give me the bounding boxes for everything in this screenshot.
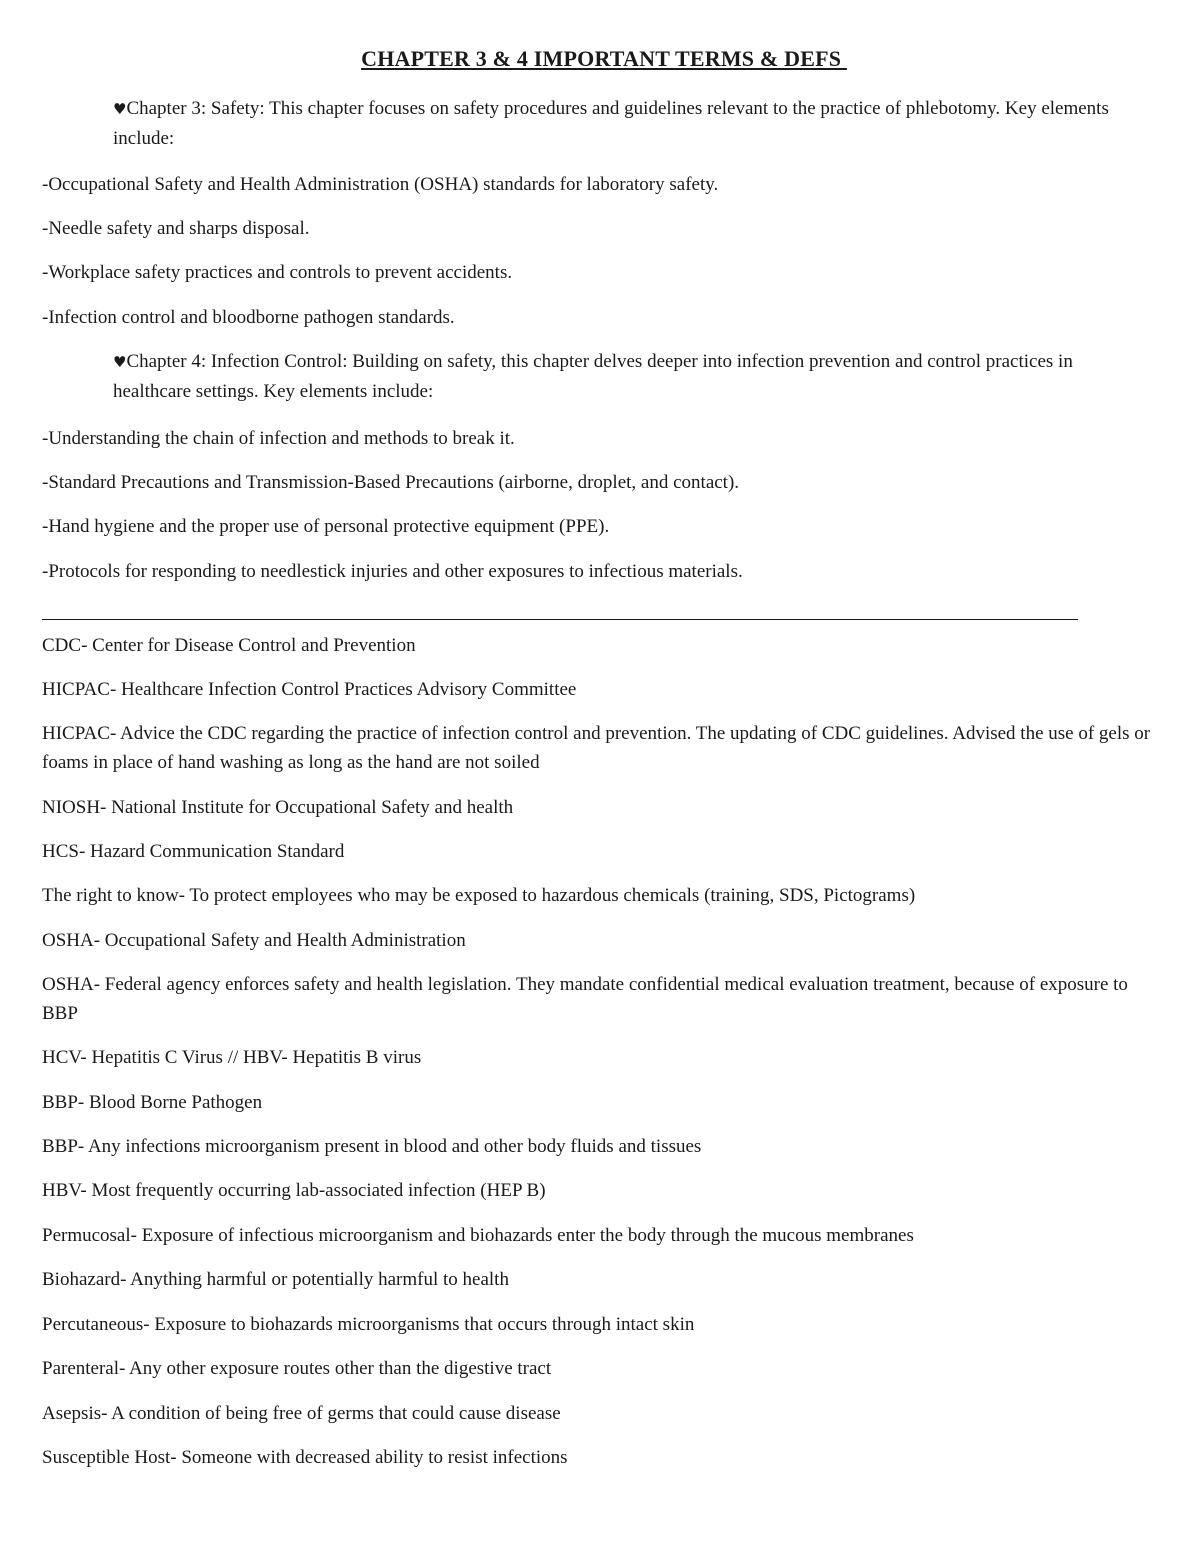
heart-icon: ♥ [113,100,127,118]
chapter-3-item: -Workplace safety practices and controls to prevent accidents. [42,262,513,283]
section-divider [42,619,1078,620]
term-line: Asepsis- A condition of being free of germs that could cause disease [42,1403,561,1424]
term-line: BBP- Blood Borne Pathogen [42,1092,263,1113]
term-line: BBP- Any infections microorganism present in blood and other body fluids and tissues [42,1136,702,1157]
term-line: Parenteral- Any other exposure routes other than the digestive tract [42,1358,552,1379]
chapter-4-item: -Standard Precautions and Transmission-Based Precautions (airborne, droplet, and contact). [42,472,740,493]
page-title: CHAPTER 3 & 4 IMPORTANT TERMS & DEFS [361,46,847,71]
chapter-3-item: -Infection control and bloodborne pathogen standards. [42,307,455,328]
term-line: HICPAC- Healthcare Infection Control Practices Advisory Committee [42,679,577,700]
term-line: HCV- Hepatitis C Virus // HBV- Hepatitis B virus [42,1047,422,1068]
chapter-3-text: Chapter 3: Safety: This chapter focuses on safety procedures and guidelines relevant to the practice of phlebotomy. Key elements include: [113,98,1109,149]
chapter-4-intro [113,347,1153,407]
term-line: Percutaneous- Exposure to biohazards microorganisms that occurs through intact skin [42,1314,695,1335]
term-line: OSHA- Occupational Safety and Health Administration [42,930,466,951]
chapter-3-intro [113,94,1153,154]
term-line: HCS- Hazard Communication Standard [42,841,345,862]
term-line: Biohazard- Anything harmful or potentially harmful to health [42,1269,509,1290]
term-line: OSHA- Federal agency enforces safety and health legislation. They mandate confidential medical evaluation treatment, because of exposure to BBP [42,974,1128,1024]
term-line: NIOSH- National Institute for Occupational Safety and health [42,797,514,818]
term-line: HICPAC- Advice the CDC regarding the practice of infection control and prevention. The updating of CDC guidelines. Advised the use of gels or foams in place of hand washing as long as the hand are not soiled [42,723,1151,773]
term-line: Permucosal- Exposure of infectious microorganism and biohazards enter the body through the mucous membranes [42,1225,914,1246]
chapter-3-item: -Occupational Safety and Health Administration (OSHA) standards for laboratory safety. [42,174,719,195]
term-line: HBV- Most frequently occurring lab-associated infection (HEP B) [42,1180,546,1201]
chapter-4-text: Chapter 4: Infection Control: Building on safety, this chapter delves deeper into infection prevention and control practices in healthcare settings. Key elements include: [113,351,1073,402]
term-line: The right to know- To protect employees who may be exposed to hazardous chemicals (training, SDS, Pictograms) [42,885,916,906]
term-line: Susceptible Host- Someone with decreased ability to resist infections [42,1447,568,1468]
chapter-4-item: -Protocols for responding to needlestick injuries and other exposures to infectious materials. [42,561,743,582]
chapter-4-item: -Understanding the chain of infection and methods to break it. [42,428,515,449]
heart-icon: ♥ [113,353,127,371]
term-line: CDC- Center for Disease Control and Prevention [42,635,416,656]
chapter-4-item: -Hand hygiene and the proper use of personal protective equipment (PPE). [42,516,610,537]
chapter-3-item: -Needle safety and sharps disposal. [42,218,310,239]
